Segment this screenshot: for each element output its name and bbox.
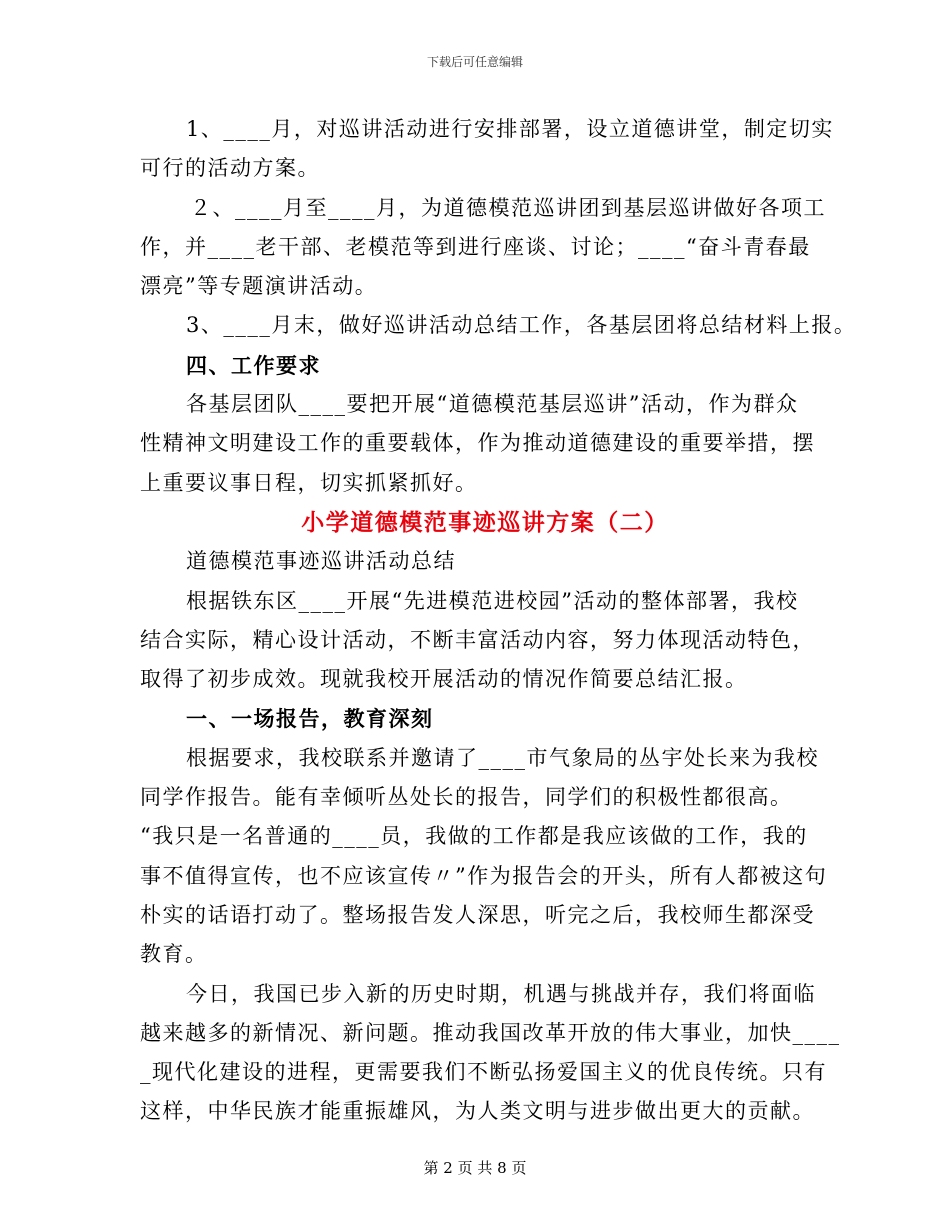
item1-line1: 1、____月，对巡讲活动进行安排部署，设立道德讲堂，制定切实 [186, 117, 834, 141]
requirements-line2: 性精神文明建设工作的重要载体，作为推动道德建设的重要举措，摆 [140, 431, 815, 456]
report-para1-line6: 教育。 [140, 942, 208, 967]
requirements-line3: 上重要议事日程，切实抓紧抓好。 [140, 470, 478, 495]
report-para2-line2: 越来越多的新情况、新问题。推动我国改革开放的伟大事业，加快____ [140, 1020, 841, 1045]
section-heading-report: 一、一场报告，教育深刻 [186, 706, 434, 732]
report-para1-line5: 朴实的话语打动了。整场报告发人深思，听完之后，我校师生都深受 [140, 902, 815, 927]
item2-line1: ２、____月至____月，为道德模范巡讲团到基层巡讲做好各项工 [190, 195, 826, 220]
intro-line1: 根据铁东区____开展“先进模范进校园”活动的整体部署，我校 [186, 588, 799, 613]
report-para1-line2: 同学作报告。能有幸倾听丛处长的报告，同学们的积极性都很高。 [140, 785, 793, 810]
report-para1-line4: 事不值得宣传，也不应该宣传〃”作为报告会的开头，所有人都被这句 [140, 863, 828, 888]
report-para2-line3: _现代化建设的进程，更需要我们不断弘扬爱国主义的优良传统。只有 [140, 1060, 827, 1085]
header-note: 下载后可任意编辑 [426, 55, 523, 69]
report-para2-line4: 这样，中华民族才能重振雄风，为人类文明与进步做出更大的贡献。 [140, 1099, 815, 1124]
page-footer: 第 2 页 共 8 页 [423, 1159, 527, 1177]
report-para1-line1: 根据要求，我校联系并邀请了____市气象局的丛宇处长来为我校 [186, 745, 819, 770]
item2-line3: 漂亮”等专题演讲活动。 [140, 274, 378, 299]
item3-line1: 3、____月末，做好巡讲活动总结工作，各基层团将总结材料上报。 [186, 313, 857, 338]
section-heading-work-requirements: 四、工作要求 [186, 352, 321, 378]
report-para2-line1: 今日，我国已步入新的历史时期，机遇与挑战并存，我们将面临 [186, 981, 816, 1006]
document-title: 小学道德模范事迹巡讲方案（二） [301, 508, 669, 536]
document-subtitle: 道德模范事迹巡讲活动总结 [186, 549, 456, 574]
item1-line2: 可行的活动方案。 [140, 156, 320, 181]
document-body [140, 110, 857, 1132]
item2-line2: 作，并____老干部、老模范等到进行座谈、讨论；____“奋斗青春最 [140, 234, 811, 259]
requirements-line1: 各基层团队____要把开展“道德模范基层巡讲”活动，作为群众 [186, 392, 799, 417]
intro-line2: 结合实际，精心设计活动，不断丰富活动内容，努力体现活动特色， [140, 627, 815, 652]
report-para1-line3: “我只是一名普通的____员，我做的工作都是我应该做的工作，我的 [140, 824, 808, 849]
intro-line3: 取得了初步成效。现就我校开展活动的情况作简要总结汇报。 [140, 667, 748, 692]
